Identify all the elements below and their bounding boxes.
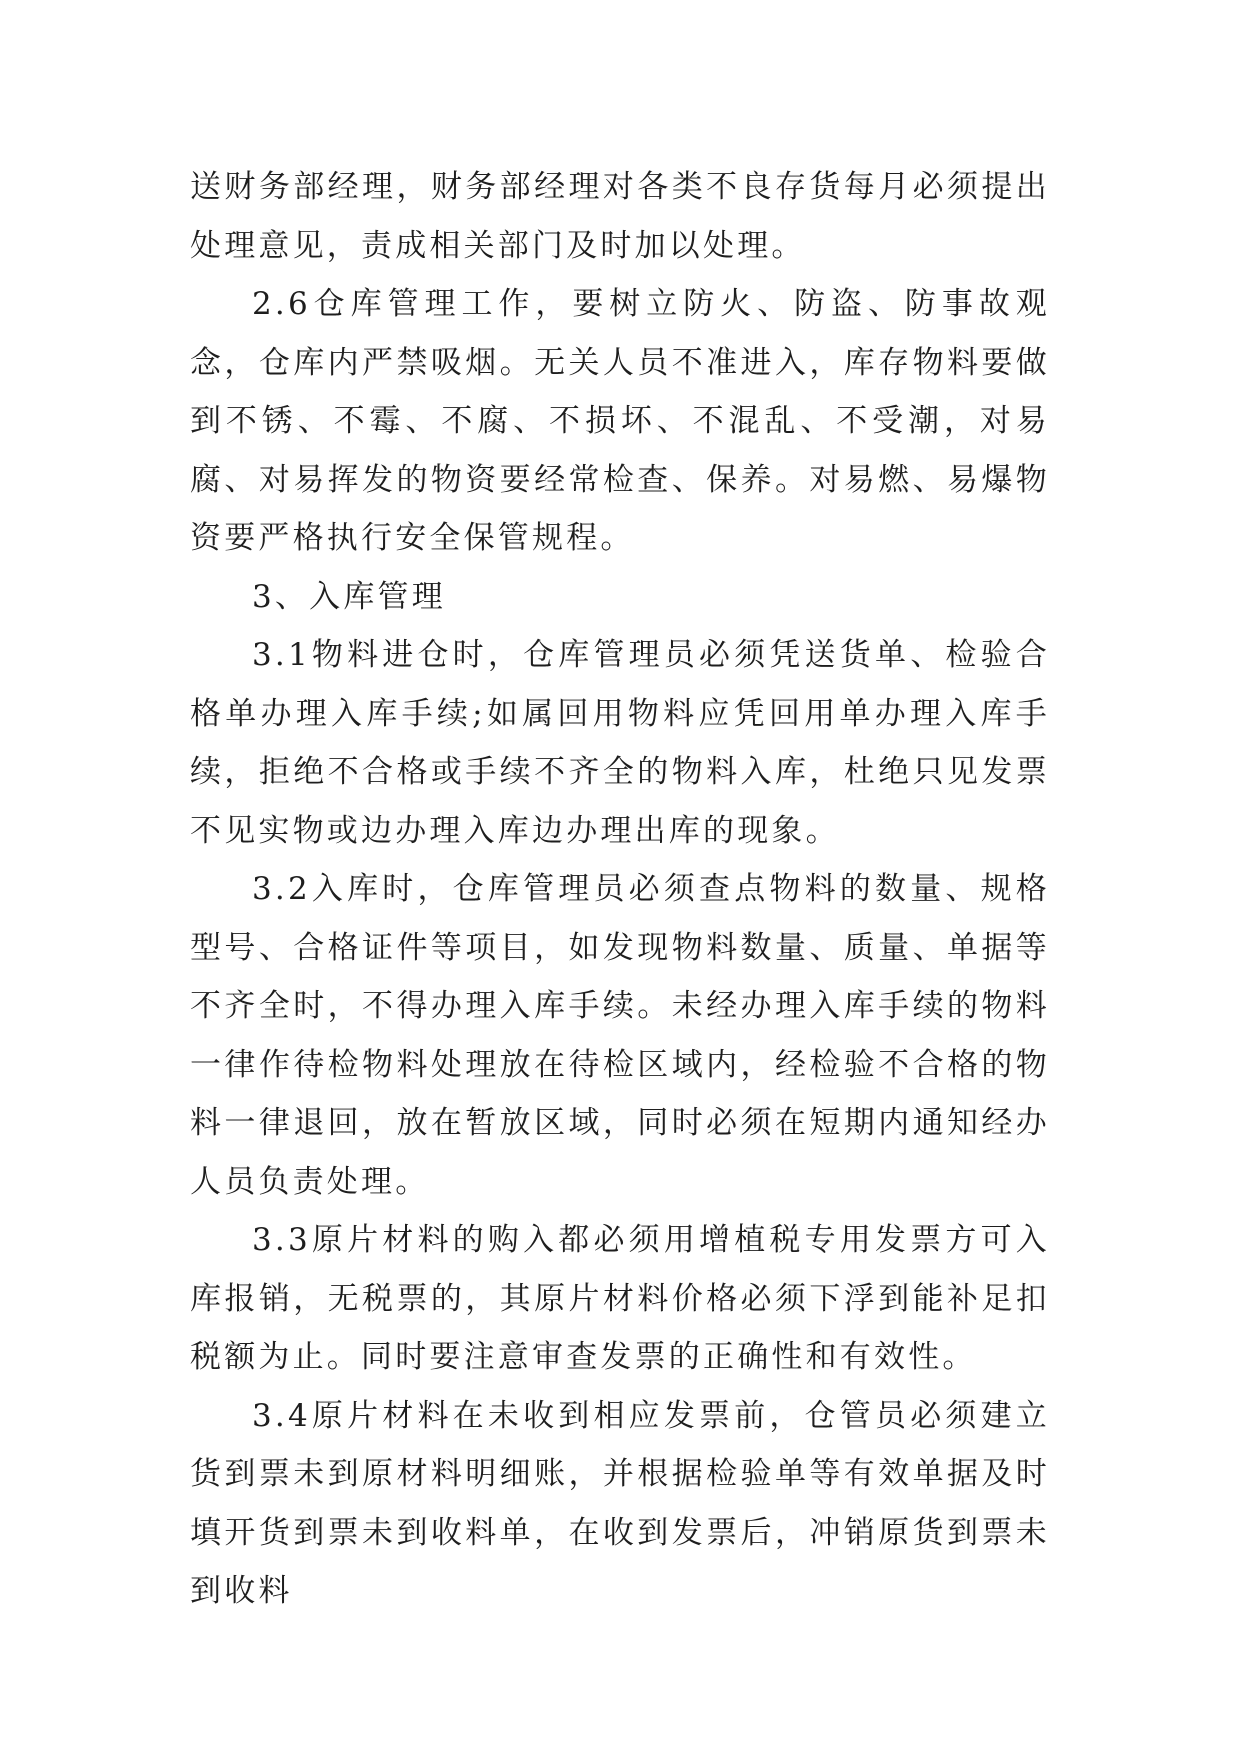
paragraph-3-4: 3.4原片材料在未收到相应发票前，仓管员必须建立货到票未到原材料明细账，并根据检验单等有效单据及时填开货到票未到收料单，在收到发票后，冲销原货到票未到收料	[190, 1397, 1050, 1609]
paragraph-2-6-warehouse-safety: 2.6仓库管理工作，要树立防火、防盗、防事故观念，仓库内严禁吸烟。无关人员不准进入，库存物料要做到不锈、不霉、不腐、不损坏、不混乱、不受潮，对易腐、对易挥发的物资要经常检查、保养。对易燃、易爆物资要严格执行安全保管规程。	[190, 286, 1050, 556]
paragraph-3-3: 3.3原片材料的购入都必须用增植税专用发票方可入库报销，无税票的，其原片材料价格必须下浮到能补足扣税额为止。同时要注意审查发票的正确性和有效性。	[190, 1222, 1050, 1375]
document-body	[190, 158, 1050, 1621]
paragraph-3-2: 3.2入库时，仓库管理员必须查点物料的数量、规格型号、合格证件等项目，如发现物料数量、质量、单据等不齐全时，不得办理入库手续。未经办理入库手续的物料一律作待检物料处理放在待检区域内，经检验不合格的物料一律退回，放在暂放区域，同时必须在短期内通知经办人员负责处理。	[190, 871, 1050, 1200]
section-heading-inbound-management: 3、入库管理	[252, 578, 446, 615]
paragraph-3-1: 3.1物料进仓时，仓库管理员必须凭送货单、检验合格单办理入库手续;如属回用物料应凭回用单办理入库手续，拒绝不合格或手续不齐全的物料入库，杜绝只见发票不见实物或边办理入库边办理出库的现象。	[190, 637, 1050, 849]
paragraph-continuation: 送财务部经理，财务部经理对各类不良存货每月必须提出处理意见，责成相关部门及时加以处理。	[190, 169, 1050, 264]
